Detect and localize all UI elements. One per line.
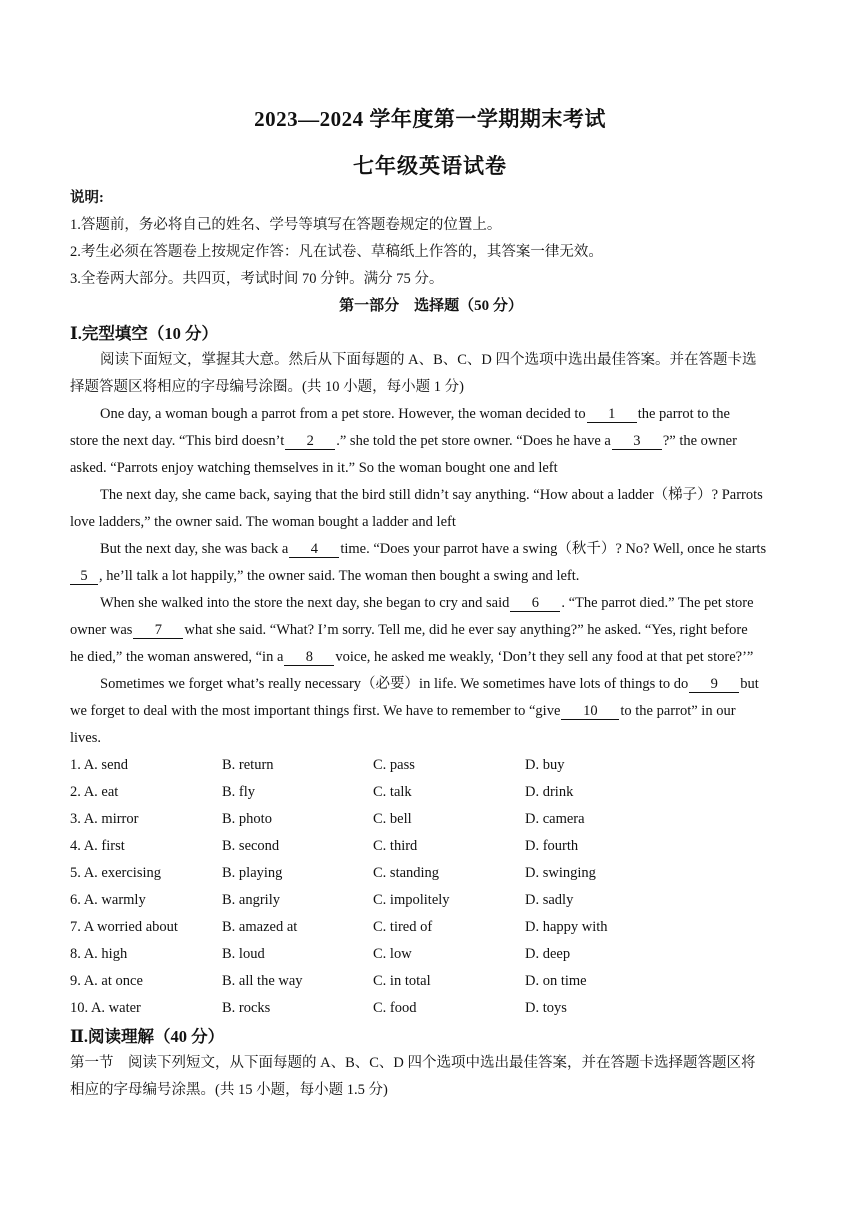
blank-7[interactable]: 7 xyxy=(133,622,183,639)
blank-4[interactable]: 4 xyxy=(289,541,339,558)
question-options-row xyxy=(70,914,792,941)
blank-8[interactable]: 8 xyxy=(284,649,334,666)
blank-3[interactable]: 3 xyxy=(612,433,662,450)
passage-text: .” she told the pet store owner. “Does he have a xyxy=(336,433,611,449)
option-d[interactable]: D. happy with xyxy=(525,919,608,935)
option-a[interactable]: 3. A. mirror xyxy=(70,811,139,827)
option-b[interactable]: B. loud xyxy=(222,946,265,962)
option-a[interactable]: 10. A. water xyxy=(70,1000,141,1016)
option-a[interactable]: 6. A. warmly xyxy=(70,892,146,908)
passage-text: but xyxy=(740,676,759,692)
part1-title: 第一部分 选择题（50 分） xyxy=(339,298,523,314)
option-c[interactable]: C. low xyxy=(373,946,412,962)
question-options-row xyxy=(70,833,792,860)
passage-line xyxy=(70,536,822,563)
passage-text: to the parrot” in our xyxy=(620,703,736,719)
option-b[interactable]: B. return xyxy=(222,757,274,773)
cloze-directions-line-2: 择题答题区将相应的字母编号涂圈。(共 10 小题，每小题 1 分) xyxy=(70,379,464,395)
cloze-directions-line-1: 阅读下面短文，掌握其大意。然后从下面每题的 A、B、C、D 四个选项中选出最佳答案。并在答题卡选 xyxy=(100,352,757,368)
passage-line xyxy=(70,401,822,428)
option-c[interactable]: C. bell xyxy=(373,811,412,827)
passage-text: store the next day. “This bird doesn’t xyxy=(70,433,285,449)
option-a[interactable]: 1. A. send xyxy=(70,757,128,773)
option-b[interactable]: B. amazed at xyxy=(222,919,298,935)
option-c[interactable]: C. food xyxy=(373,1000,417,1016)
exam-title: 2023—2024 学年度第一学期期末考试 xyxy=(254,107,606,131)
passage-line xyxy=(70,617,792,644)
option-d[interactable]: D. swinging xyxy=(525,865,596,881)
option-a[interactable]: 4. A. first xyxy=(70,838,125,854)
passage-line: love ladders,” the owner said. The woman bought a ladder and left xyxy=(70,514,456,530)
passage-line xyxy=(70,563,792,590)
option-a[interactable]: 5. A. exercising xyxy=(70,865,162,881)
passage-text: When she walked into the store the next day, she began to cry and said xyxy=(100,595,510,611)
passage-text: time. “Does your parrot have a swing（秋千）? No? Well, once he starts xyxy=(340,541,767,557)
exam-subtitle: 七年级英语试卷 xyxy=(353,154,507,178)
passage-text: he died,” the woman answered, “in a xyxy=(70,649,284,665)
instruction-item-2: 2.考生必须在答题卷上按规定作答：凡在试卷、草稿纸上作答的，其答案一律无效。 xyxy=(70,244,603,260)
question-options-row xyxy=(70,779,792,806)
passage-text: owner was xyxy=(70,622,133,638)
option-d[interactable]: D. toys xyxy=(525,1000,567,1016)
blank-6[interactable]: 6 xyxy=(510,595,560,612)
passage-line: lives. xyxy=(70,730,102,746)
instructions-label: 说明: xyxy=(70,190,104,206)
passage-text: ?” the owner xyxy=(662,433,737,449)
option-b[interactable]: B. all the way xyxy=(222,973,303,989)
question-options-row xyxy=(70,806,792,833)
option-b[interactable]: B. angrily xyxy=(222,892,280,908)
instruction-item-1: 1.答题前，务必将自己的姓名、学号等填写在答题卷规定的位置上。 xyxy=(70,217,502,233)
passage-line xyxy=(70,590,822,617)
option-b[interactable]: B. fly xyxy=(222,784,256,800)
option-d[interactable]: D. camera xyxy=(525,811,585,827)
option-d[interactable]: D. buy xyxy=(525,757,565,773)
option-c[interactable]: C. standing xyxy=(373,865,440,881)
blank-9[interactable]: 9 xyxy=(689,676,739,693)
option-b[interactable]: B. photo xyxy=(222,811,272,827)
passage-line xyxy=(70,698,792,725)
option-a[interactable]: 8. A. high xyxy=(70,946,128,962)
passage-text: But the next day, she was back a xyxy=(100,541,289,557)
passage-line: The next day, she came back, saying that the bird still didn’t say anything. “How about a ladder（梯子）? Parrots xyxy=(100,487,763,503)
passage-text: , he’ll talk a lot happily,” the owner said. The woman then bought a swing and left. xyxy=(99,568,580,584)
option-c[interactable]: C. talk xyxy=(373,784,412,800)
instruction-item-3: 3.全卷两大部分。共四页，考试时间 70 分钟。满分 75 分。 xyxy=(70,271,444,287)
question-options-row xyxy=(70,752,792,779)
passage-text: Sometimes we forget what’s really necessary（必要）in life. We sometimes have lots of things to do xyxy=(100,676,689,692)
passage-text: voice, he asked me weakly, ‘Don’t they sell any food at that pet store?’” xyxy=(335,649,754,665)
passage-line: asked. “Parrots enjoy watching themselves in it.” So the woman bought one and left xyxy=(70,460,558,476)
passage-text: we forget to deal with the most important things first. We have to remember to “give xyxy=(70,703,561,719)
reading-directions-line-1: 第一节 阅读下列短文，从下面每题的 A、B、C、D 四个选项中选出最佳答案，并在答题卡选择题答题区将 xyxy=(70,1055,756,1071)
passage-text: the parrot to the xyxy=(637,406,730,422)
option-d[interactable]: D. on time xyxy=(525,973,587,989)
option-b[interactable]: B. playing xyxy=(222,865,283,881)
reading-directions-line-2: 相应的字母编号涂黑。(共 15 小题，每小题 1.5 分) xyxy=(70,1082,388,1098)
option-c[interactable]: C. pass xyxy=(373,757,415,773)
option-c[interactable]: C. tired of xyxy=(373,919,433,935)
option-d[interactable]: D. drink xyxy=(525,784,574,800)
passage-line xyxy=(70,644,792,671)
passage-text: . “The parrot died.” The pet store xyxy=(561,595,754,611)
option-c[interactable]: C. third xyxy=(373,838,418,854)
blank-1[interactable]: 1 xyxy=(587,406,637,423)
passage-text: what she said. “What? I’m sorry. Tell me, did he ever say anything?” he asked. “Yes, right before xyxy=(184,622,748,638)
option-d[interactable]: D. fourth xyxy=(525,838,579,854)
blank-10[interactable]: 10 xyxy=(561,703,619,720)
option-c[interactable]: C. impolitely xyxy=(373,892,450,908)
question-options-row xyxy=(70,860,792,887)
option-c[interactable]: C. in total xyxy=(373,973,431,989)
option-b[interactable]: B. rocks xyxy=(222,1000,271,1016)
passage-text: One day, a woman bough a parrot from a pet store. However, the woman decided to xyxy=(100,406,586,422)
option-b[interactable]: B. second xyxy=(222,838,280,854)
passage-line xyxy=(70,671,822,698)
option-a[interactable]: 7. A worried about xyxy=(70,919,178,935)
option-d[interactable]: D. deep xyxy=(525,946,571,962)
question-options-row xyxy=(70,995,792,1022)
cloze-section-title: Ⅰ.完型填空（10 分） xyxy=(70,324,218,343)
option-a[interactable]: 9. A. at once xyxy=(70,973,143,989)
passage-line xyxy=(70,428,792,455)
question-options-row xyxy=(70,968,792,995)
question-options-row xyxy=(70,941,792,968)
reading-section-title: Ⅱ.阅读理解（40 分） xyxy=(70,1027,225,1046)
blank-5[interactable]: 5 xyxy=(70,568,98,585)
question-options-row xyxy=(70,887,792,914)
option-a[interactable]: 2. A. eat xyxy=(70,784,119,800)
blank-2[interactable]: 2 xyxy=(285,433,335,450)
option-d[interactable]: D. sadly xyxy=(525,892,574,908)
